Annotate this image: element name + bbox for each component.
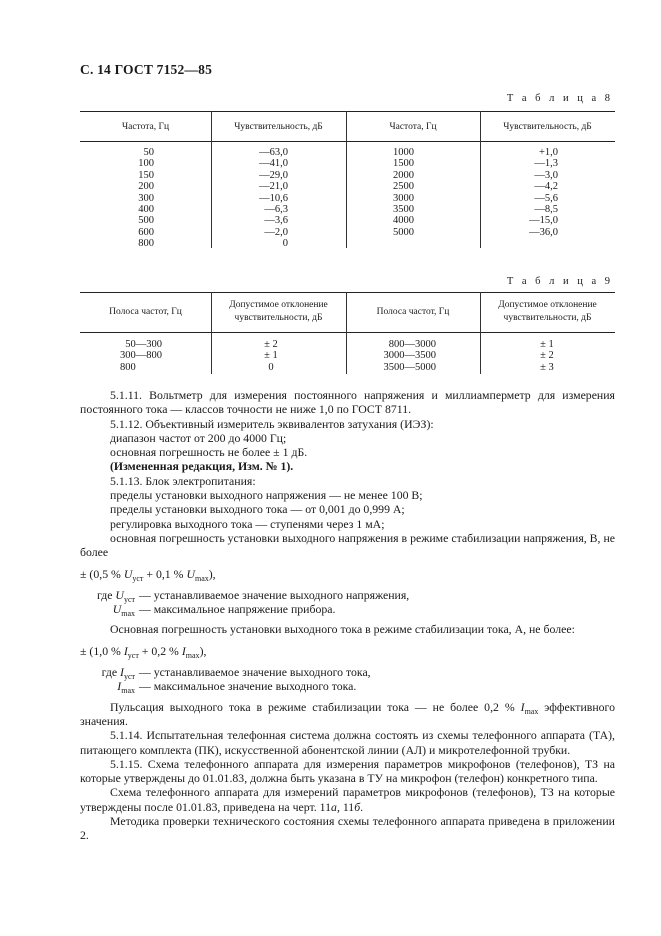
table-cell: —41,0 [259,158,288,170]
table-cell: 3500 [393,203,414,215]
paragraph: 5.1.14. Испытательная телефонная система должна состоять из схемы телефонного аппарата (ТА), питающего комплекта (ПК), искусственной абонентской линии (АЛ) и микротелефонной трубки. [80,728,615,757]
table9-col-band [100,339,162,373]
formula-part: + 0,1 % [143,566,187,581]
table-cell: +1,0 [538,147,558,158]
definition [80,602,615,619]
formula-symbol: U [186,566,195,581]
definition-subscript: уст [123,672,135,682]
definition-subscript: max [121,609,135,619]
paragraph: основная погрешность не более ± 1 дБ. [110,445,308,460]
paragraph [80,700,615,729]
table8-header-frequency: Частота, Гц [389,122,437,132]
table9-header-deviation [211,299,346,325]
definition [80,588,615,602]
header-line: чувствительности, дБ [234,313,323,323]
definition-symbol: I [117,679,122,694]
table-cell: 2000 [393,169,414,181]
table9-col-deviation [246,339,296,373]
table8-col-sensitivity [240,147,288,250]
paragraph: диапазон частот от 200 до 4000 Гц; [110,430,287,445]
body-text [80,388,615,843]
table8-caption: Т а б л и ц а 8 [506,93,613,104]
paragraph: Основная погрешность установки выходного тока в режиме стабилизации тока, А, не более: [110,622,575,637]
formula-part: ), [208,566,216,581]
formula-subscript: max [185,650,200,660]
paragraph: 5.1.15. Схема телефонного аппарата для измерения параметров микрофонов (телефонов), ТЗ на которые утверждены до 01.01.83, должна быть указана в ТУ на микрофон (телефон) конкретного типа. [80,756,615,786]
definition-symbol: I [120,665,124,680]
table-cell: —3,6 [264,215,288,227]
table-cell: 100 [138,158,154,170]
definition-prefix: где [96,587,116,602]
definition-subscript: max [121,686,135,696]
paragraph: пределы установки выходного тока — от 0,001 до 0,999 А; [110,502,405,517]
formula-subscript: max [194,573,209,583]
table-cell: —5,6 [534,192,558,204]
table8-header-sensitivity: Чувствительность, дБ [503,122,592,132]
text-part: Пульсация выходного тока в режиме стабилизации тока — не более 0,2 % [110,699,521,714]
table-cell: —63,0 [259,147,288,158]
table-cell: —29,0 [259,169,288,181]
formula-voltage [80,567,615,581]
table-cell: 50 [143,147,154,158]
header-line: Допустимое отклонение [229,300,328,310]
header-line: Допустимое отклонение [498,300,597,310]
formula-symbol: I [520,699,525,714]
table8-col-sensitivity [510,147,558,238]
paragraph: пределы установки выходного напряжения — не менее 100 В; [110,488,423,503]
table-cell: ± 1 [264,350,278,362]
table9-caption: Т а б л и ц а 9 [506,276,613,287]
table9-divider [346,292,347,374]
table8-header-rule [80,141,615,142]
definition-prefix: где [101,665,121,680]
table-cell: ± 2 [264,339,278,350]
table-cell: 1000 [393,147,414,158]
table-cell: ± 3 [540,361,554,373]
table-cell: —21,0 [259,181,288,193]
table9-header-band: Полоса частот, Гц [376,307,450,317]
paragraph: 5.1.12. Объективный измеритель эквивалентов затухания (ИЭЗ): [110,416,434,431]
table-cell: —3,0 [534,169,558,181]
table9-header-rule [80,332,615,333]
definition-symbol: U [115,587,124,602]
header-line: чувствительности, дБ [503,313,592,323]
table-cell: 2500 [393,181,414,193]
formula-symbol: U [123,566,133,581]
amendment-note: (Измененная редакция, Изм. № 1). [110,459,294,474]
text-part: , 11 [336,799,355,814]
table-cell: 800 [138,238,154,250]
formula-part: ± (0,5 % [80,566,124,581]
table8-col-frequency [120,147,154,250]
table-cell: —8,5 [534,203,558,215]
table-cell: 0 [282,238,288,250]
table-cell: 0 [268,361,274,373]
table-cell: —36,0 [529,226,558,238]
formula-subscript: max [524,706,539,716]
table-cell: —2,0 [264,226,288,238]
table-cell: 50—300 [125,339,162,350]
formula-subscript: уст [127,650,139,660]
table9-top-rule [80,292,615,293]
formula-symbol: I [123,643,128,658]
table8-header-sensitivity: Чувствительность, дБ [234,122,323,132]
table8-header-frequency: Частота, Гц [121,122,170,132]
text-part: . [360,799,364,814]
table9-header-deviation [480,299,615,325]
table8-col-frequency [376,147,414,238]
text-part: б [354,799,361,814]
table-cell: 200 [138,181,154,193]
definition-text: — устанавливаемое значение выходного тока, [139,665,371,680]
paragraph: Методика проверки технического состояния схемы телефонного аппарата приведена в приложении 2. [80,814,615,843]
table-cell: —1,3 [534,158,558,170]
table-cell: 4000 [393,215,414,227]
table9-col-deviation [522,339,572,373]
table8-top-rule [80,111,615,112]
table-cell: 300—800 [120,350,162,362]
table-cell: 3500—5000 [383,361,436,373]
table-cell: 400 [138,203,154,215]
table-cell: —4,2 [534,181,558,193]
formula-part: ), [199,643,207,658]
table9-col-band [370,339,436,373]
table-cell: 800 [120,361,136,373]
table-cell: —15,0 [529,215,558,227]
table-cell: 5000 [393,226,414,238]
table8 [80,111,615,251]
text-part: Схема телефонного аппарата для измерений параметров микрофонов (телефонов), ТЗ на которые утверждены после 01.01.83, приведена на черт. 11 [80,785,615,814]
definition-text: — максимальное напряжение прибора. [139,602,336,617]
table-cell: ± 1 [540,339,554,350]
table-cell: 3000—3500 [383,350,436,362]
table9 [80,292,615,377]
table-cell: 800—3000 [388,339,436,350]
page-header: С. 14 ГОСТ 7152—85 [80,62,213,77]
paragraph: 5.1.13. Блок электропитания: [110,473,256,488]
paragraph: основная погрешность установки выходного напряжения в режиме стабилизации напряжения, В, не более [80,530,615,560]
table-cell: 150 [138,169,154,181]
formula-part: + 0,2 % [138,643,182,658]
formula-current [80,644,615,658]
table-cell: 300 [138,192,154,204]
definition-subscript: уст [123,594,135,604]
paragraph: 5.1.11. Вольтметр для измерения постоянного напряжения и миллиамперметр для измерения постоянного тока — классов точности не ниже 1,0 по ГОСТ 8711. [80,388,615,417]
table9-header-band: Полоса частот, Гц [109,307,182,317]
definition-symbol: U [112,602,122,617]
table-cell: 3000 [393,192,414,204]
paragraph [80,785,615,814]
table-cell: 1500 [393,158,414,170]
table-cell: —6,3 [264,203,288,215]
formula-symbol: I [181,643,186,658]
formula-part: ± (1,0 % [80,643,124,658]
table-cell: 500 [138,215,154,227]
text-part: а [331,799,337,814]
table-cell: —10,6 [259,192,288,204]
definition-text: — максимальное значение выходного тока. [139,679,357,694]
table-cell: 600 [138,226,154,238]
table-cell: ± 2 [540,350,554,362]
definition-text: — устанавливаемое значение выходного напряжения, [139,587,410,602]
formula-subscript: уст [132,573,144,583]
paragraph: регулировка выходного тока — ступенями через 1 мА; [110,516,385,531]
definition [80,679,615,696]
definition [80,665,615,682]
text-part: эффективного значения. [80,699,615,728]
